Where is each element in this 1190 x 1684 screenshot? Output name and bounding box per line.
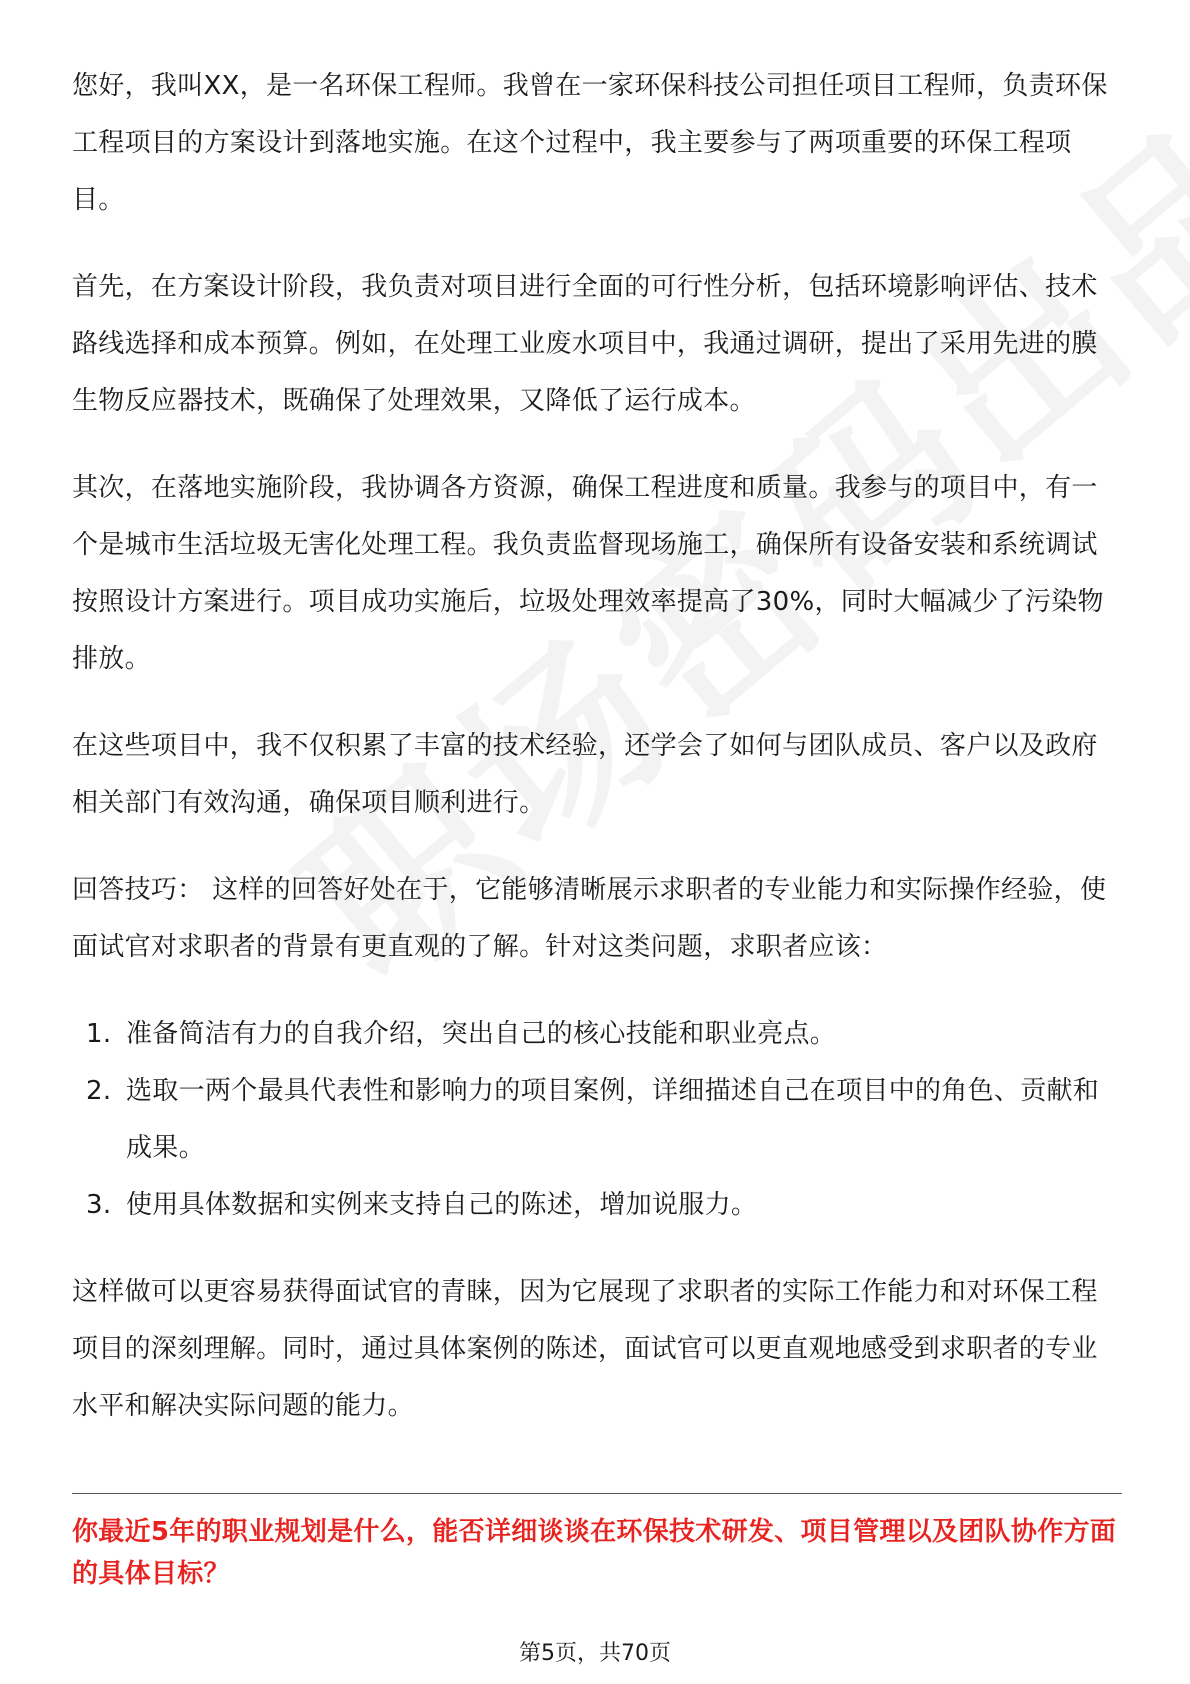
answer-paragraph-design: 首先，在方案设计阶段，我负责对项目进行全面的可行性分析，包括环境影响评估、技术路线选择和成本预算。例如，在处理工业废水项目中，我通过调研，提出了采用先进的膜生物反应器技术，既确保了处理效果，又降低了运行成本。 [72, 272, 1098, 416]
list-item [72, 1063, 1122, 1177]
page-number: 第5页，共70页 [519, 1641, 671, 1666]
answer-paragraph-communication: 在这些项目中，我不仅积累了丰富的技术经验，还学会了如何与团队成员、客户以及政府相关部门有效沟通，确保项目顺利进行。 [72, 731, 1098, 818]
closing-paragraph: 这样做可以更容易获得面试官的青睐，因为它展现了求职者的实际工作能力和对环保工程项目的深刻理解。同时，通过具体案例的陈述，面试官可以更直观地感受到求职者的专业水平和解决实际问题的能力。 [72, 1277, 1098, 1421]
tips-list [72, 1006, 1122, 1234]
list-item-text: 选取一两个最具代表性和影响力的项目案例，详细描述自己在项目中的角色、贡献和成果。 [126, 1076, 1100, 1163]
list-item-text: 准备简洁有力的自我介绍，突出自己的核心技能和职业亮点。 [126, 1019, 837, 1049]
list-item [72, 1177, 1122, 1234]
answer-tips-intro: 回答技巧： 这样的回答好处在于，它能够清晰展示求职者的专业能力和实际操作经验，使面试官对求职者的背景有更直观的了解。针对这类问题，求职者应该： [72, 875, 1107, 962]
list-item [72, 1006, 1122, 1063]
list-item-number: 1. [86, 1019, 112, 1049]
list-item-number: 2. [86, 1076, 112, 1106]
list-item-number: 3. [86, 1190, 112, 1220]
answer-body [72, 58, 1122, 1465]
next-question-heading: 你最近5年的职业规划是什么，能否详细谈谈在环保技术研发、项目管理以及团队协作方面的具体目标？ [72, 1517, 1117, 1589]
answer-paragraph-intro: 您好，我叫XX，是一名环保工程师。我曾在一家环保科技公司担任项目工程师，负责环保工程项目的方案设计到落地实施。在这个过程中，我主要参与了两项重要的环保工程项目。 [72, 71, 1108, 215]
answer-paragraph-implementation: 其次，在落地实施阶段，我协调各方资源，确保工程进度和质量。我参与的项目中，有一个是城市生活垃圾无害化处理工程。我负责监督现场施工，确保所有设备安装和系统调试按照设计方案进行。项目成功实施后，垃圾处理效率提高了30%，同时大幅减少了污染物排放。 [72, 473, 1104, 674]
list-item-text: 使用具体数据和实例来支持自己的陈述，增加说服力。 [126, 1190, 758, 1220]
section-divider [72, 1493, 1122, 1494]
